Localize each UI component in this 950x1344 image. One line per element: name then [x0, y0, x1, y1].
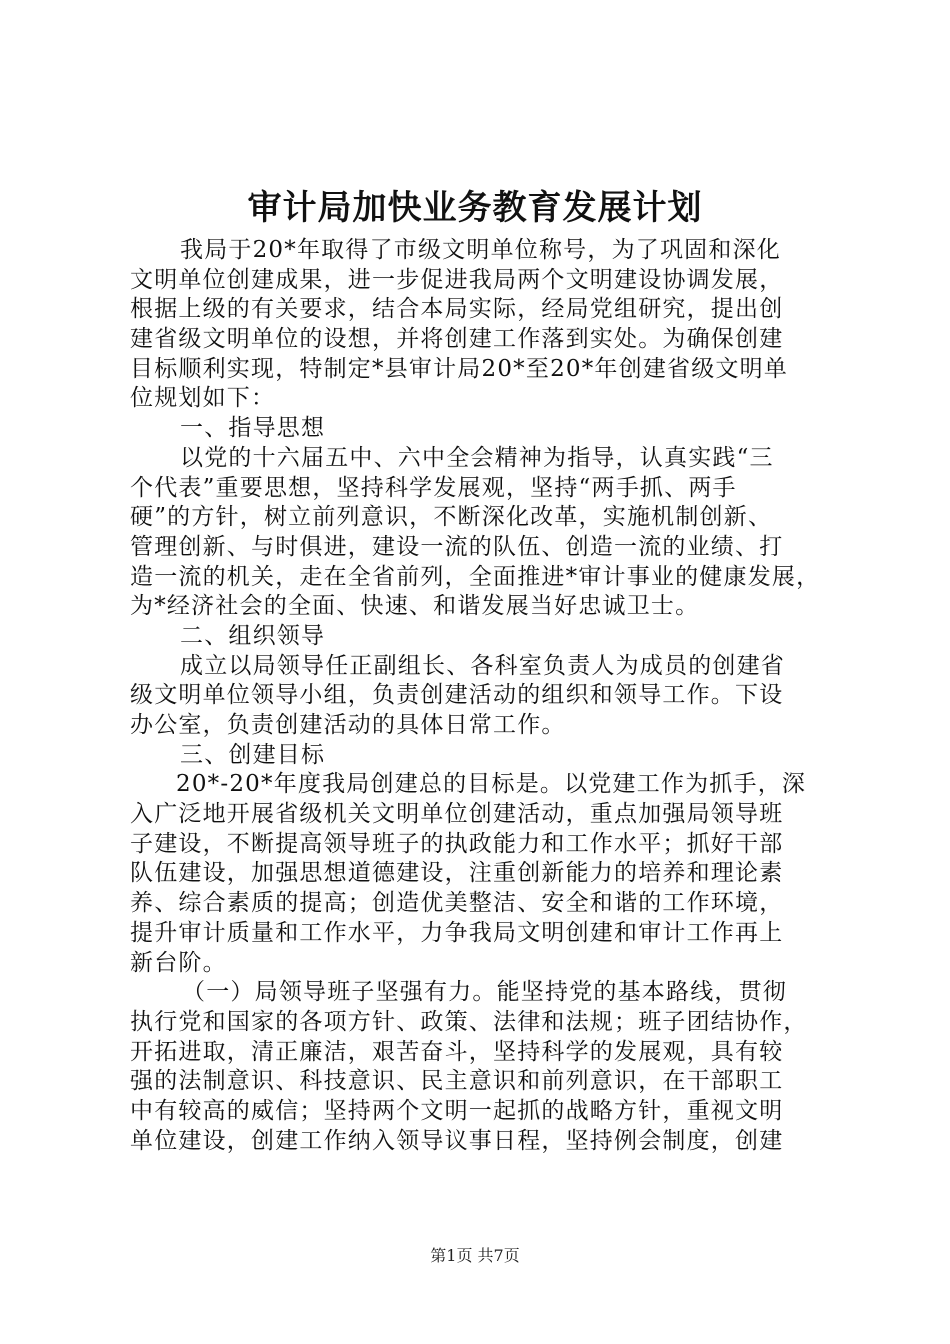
paragraph-line: 强的法制意识、科技意识、民主意识和前列意识，在干部职工: [130, 1068, 784, 1095]
paragraph-line: 子建设，不断提高领导班子的执政能力和工作水平；抓好干部: [130, 830, 784, 857]
paragraph-line: 建省级文明单位的设想，并将创建工作落到实处。为确保创建: [130, 326, 784, 353]
paragraph-line: 养、综合素质的提高；创造优美整洁、安全和谐的工作环境，: [130, 890, 784, 917]
paragraph-line: 新台阶。: [130, 949, 227, 976]
paragraph-line: 个代表”重要思想，坚持科学发展观，坚持“两手抓、两手: [130, 474, 737, 501]
paragraph-line: 位规划如下：: [130, 385, 276, 412]
paragraph-line: 中有较高的威信；坚持两个文明一起抓的战略方针，重视文明: [130, 1097, 784, 1124]
paragraph-line: 级文明单位领导小组，负责创建活动的组织和领导工作。下设: [130, 682, 784, 709]
section-heading: 二、组织领导: [180, 622, 326, 649]
paragraph-line: 20*-20*年度我局创建总的目标是。以党建工作为抓手，深: [176, 771, 807, 798]
paragraph-line: 硬”的方针，树立前列意识，不断深化改革，实施机制创新、: [130, 504, 773, 531]
paragraph-line: 提升审计质量和工作水平，力争我局文明创建和审计工作再上: [130, 919, 784, 946]
paragraph-line: 成立以局领导任正副组长、各科室负责人为成员的创建省: [180, 652, 785, 679]
page-number-footer: 第1页 共7页: [430, 1246, 520, 1265]
paragraph-line: （一）局领导班子坚强有力。能坚持党的基本路线，贯彻: [182, 979, 787, 1006]
paragraph-line: 目标顺利实现，特制定*县审计局20*至20*年创建省级文明单: [130, 355, 789, 382]
section-heading: 一、指导思想: [180, 415, 326, 442]
paragraph-line: 为*经济社会的全面、快速、和谐发展当好忠诚卫士。: [130, 593, 700, 620]
paragraph-line: 队伍建设，加强思想道德建设，注重创新能力的培养和理论素: [130, 860, 784, 887]
paragraph-line: 我局于20*年取得了市级文明单位称号，为了巩固和深化: [180, 237, 781, 263]
paragraph-line: 单位建设，创建工作纳入领导议事日程，坚持例会制度，创建: [130, 1127, 784, 1154]
section-heading: 三、创建目标: [180, 741, 326, 768]
paragraph-line: 管理创新、与时俱进，建设一流的队伍、创造一流的业绩、打: [130, 533, 784, 560]
paragraph-line: 以党的十六届五中、六中全会精神为指导，认真实践“三: [180, 444, 774, 471]
paragraph-line: 办公室，负责创建活动的具体日常工作。: [130, 712, 566, 738]
document-body: [130, 236, 836, 1156]
paragraph-line: 执行党和国家的各项方针、政策、法律和法规；班子团结协作，: [130, 1008, 808, 1035]
paragraph-line: 根据上级的有关要求，结合本局实际，经局党组研究，提出创: [130, 296, 784, 323]
paragraph-line: 入广泛地开展省级机关文明单位创建活动，重点加强局领导班: [130, 801, 784, 828]
document-title: 审计局加快业务教育发展计划: [247, 188, 703, 228]
paragraph-line: 造一流的机关，走在全省前列，全面推进*审计事业的健康发展，: [130, 563, 821, 590]
paragraph-line: 文明单位创建成果，进一步促进我局两个文明建设协调发展，: [130, 266, 784, 293]
paragraph-line: 开拓进取，清正廉洁，艰苦奋斗，坚持科学的发展观，具有较: [130, 1038, 784, 1065]
